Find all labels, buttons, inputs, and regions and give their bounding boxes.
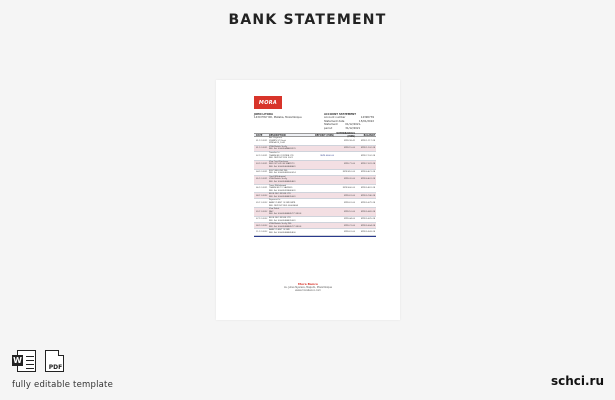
row-date: 01.12.2021: [256, 139, 268, 142]
row-description: [269, 193, 314, 198]
row-date: 02.12.2021: [256, 154, 268, 157]
row-withdrawal: MZN 10.00: [344, 210, 355, 213]
description-line: REF: Ref 00063483000014: [269, 172, 296, 175]
description-line: VISA Mobile Verify: [269, 178, 288, 181]
row-description: [269, 170, 314, 175]
footer-web: www.morabanco.com: [295, 289, 321, 293]
description-line: REF: Ref 00063499840601: [269, 189, 296, 192]
description-line: BANK CLIENT OF PAY: [269, 229, 290, 232]
row-withdrawal: MZN 61.00: [344, 194, 355, 197]
description-line: VISA Mobile Verify DEL: [269, 223, 292, 226]
row-balance: MZN 5,625.28: [360, 218, 375, 221]
pdf-fold: [58, 350, 64, 356]
row-date: 05.12.2021: [256, 178, 268, 181]
statement-document: [216, 80, 400, 320]
description-line: REDOUTS KIOSK MAPUTO: [269, 163, 295, 166]
row-balance: MZN 6,421.28: [360, 170, 375, 173]
row-description: [269, 161, 314, 169]
description-line: REF: Ref 00063484845800: [269, 232, 296, 234]
row-description: [269, 223, 314, 228]
table-row: [254, 152, 376, 161]
row-date: 09.11.2022: [256, 210, 268, 213]
statement-label: Account number: [324, 116, 346, 120]
description-line: BANK CLIENT OF PAY PATR: [269, 202, 296, 205]
row-balance: MZN 5,604.28: [360, 224, 375, 227]
row-withdrawal: MZN 44.00: [344, 218, 355, 221]
description-line: TRANSFER CONTRIB LTD: [269, 154, 294, 157]
row-date: 11.12.2022: [256, 230, 268, 233]
word-line: [26, 360, 34, 361]
description-line: Ref. Payment: [269, 137, 283, 139]
row-withdrawal: MZN 15.00: [344, 147, 355, 150]
row-date: 04.12.2021: [256, 170, 268, 173]
row-balance: MZN 7,102.28: [360, 154, 375, 157]
description-line: Card Withdrawal: [269, 175, 286, 178]
row-description: [269, 185, 314, 193]
holder-name: JOHN LITORA: [254, 113, 274, 116]
site-name: schci.ru: [550, 374, 604, 388]
row-description: [269, 152, 314, 160]
description-line: REF: Ref 00063444483970: [269, 148, 296, 151]
statement-row: [324, 123, 374, 130]
row-withdrawal: MZN 71.00: [344, 163, 355, 166]
description-line: Trans Withdrawal: [269, 184, 287, 187]
description-line: REF: Ref 00063484835061: [269, 195, 296, 198]
pdf-label: PDF: [48, 363, 63, 371]
description-line: ELEC BELLING DEL: [269, 169, 288, 172]
footer-address: Av. Julius Nyerere, Maputo, Mozambique: [283, 286, 333, 290]
row-withdrawal: MZN 600.00: [342, 187, 355, 190]
description-line: REF: DEPOSIT R20 2021: [269, 157, 293, 160]
description-line: Visa Debit: [269, 208, 280, 211]
table-body: [254, 137, 376, 236]
row-description: [269, 208, 314, 216]
statement-value: 01/12/2021-31/12/2021: [345, 123, 362, 130]
table-row: [254, 161, 376, 170]
row-withdrawal: MZN 61.00: [344, 230, 355, 233]
row-date: 03.12.2021: [256, 163, 268, 166]
pdf-page: [45, 350, 64, 372]
row-balance: MZN 5,543.28: [360, 230, 375, 233]
row-balance: MZN 5,679.28: [360, 202, 375, 205]
statement-info: [324, 113, 374, 130]
header-deposit: DEPOSIT (MZN): [314, 133, 334, 137]
table-end-rule: [254, 236, 376, 237]
row-description: [269, 146, 314, 151]
row-withdrawal: MZN 61.00: [344, 202, 355, 205]
row-withdrawal: MZN 21.00: [344, 224, 355, 227]
pdf-icon: [44, 349, 68, 373]
description-line: MPESA KS_1041: [269, 142, 286, 145]
account-holder: [254, 113, 302, 120]
description-line: REF: DEPOSIT REF 00063484: [269, 204, 298, 207]
row-balance: MZN 5,740.28: [360, 194, 375, 197]
description-line: REF: Ref 00063484845861: [269, 180, 296, 183]
tagline: fully editable template: [12, 380, 114, 390]
header-balance: BALANCE: [363, 133, 375, 137]
description-line: TRANSFER TO SAVINGS: [269, 187, 293, 190]
row-date: 06.12.2021: [256, 187, 268, 190]
row-date: 08.11.2022: [256, 194, 268, 197]
description-line: REF: Ref 00063460848461: [269, 165, 296, 168]
table-row: [254, 137, 376, 146]
statement-value: 14390739: [360, 116, 374, 120]
header-withdrawals: WITHDRAWALS (MZN): [336, 132, 355, 138]
row-description: [269, 217, 314, 222]
row-withdrawal: MZN 20.00: [344, 178, 355, 181]
row-balance: MZN 5,669.28: [360, 210, 375, 213]
row-date: 09.11.2022: [256, 202, 268, 205]
table-row: [254, 208, 376, 217]
description-line: REF: Ref 00063484845771 BLUE: [269, 213, 302, 216]
description-line: Payment In: [269, 199, 281, 202]
row-description: [269, 199, 314, 207]
statement-value: 15/01/2022: [359, 119, 374, 123]
footer-bank-name: Mora Banco: [298, 282, 318, 286]
statement-label: Statement date: [324, 119, 345, 123]
row-balance: MZN 6,401.28: [360, 178, 375, 181]
statement-label: Statement period: [324, 123, 338, 130]
word-letter: W: [13, 356, 22, 365]
description-line: PAIC: [269, 210, 274, 213]
row-deposit: MZN 6000.00: [320, 154, 334, 157]
row-description: [269, 229, 314, 234]
row-withdrawal: MZN 98.41: [344, 139, 355, 142]
word-line: [26, 368, 34, 369]
header-date: DATE: [256, 133, 263, 137]
row-date: 08.12.2022: [256, 224, 268, 227]
description-line: BLUE GEO MOZA, LTD: [269, 217, 291, 220]
row-balance: MZN 5,801.28: [360, 187, 375, 190]
transactions-table: [254, 133, 376, 237]
row-balance: MZN 1,102.28: [360, 147, 375, 150]
word-line: [26, 364, 34, 365]
table-row: [254, 176, 376, 185]
bank-logo: MORA: [254, 96, 282, 109]
format-icons: [12, 349, 68, 373]
description-line: REF: Ref 00063484845771 BLUE: [269, 225, 302, 228]
holder-address: 1430 HWY RD, Mataba, Mozambique: [254, 116, 302, 120]
description-line: Visa Card Purchase: [269, 160, 289, 163]
row-description: [269, 137, 314, 145]
row-date: 07.12.2022: [256, 218, 268, 221]
word-line: [26, 356, 34, 357]
statement-title: ACCOUNT STATEMENT: [324, 113, 357, 116]
row-withdrawal: MZN 610.00: [342, 170, 355, 173]
description-line: Transfer In: [269, 151, 280, 154]
row-date: 01.12.2021: [256, 147, 268, 150]
table-row: [254, 185, 376, 194]
description-line: BLUE GEO MOZA, LTD: [269, 193, 291, 196]
row-balance: MZN 1,117.28: [360, 139, 375, 142]
page-title: BANK STATEMENT: [228, 12, 387, 28]
description-line: REF: Ref 00063484835061: [269, 219, 296, 222]
description-line: STAMPS ST Kiosk: [269, 139, 286, 142]
row-balance: MZN 7,031.28: [360, 163, 375, 166]
header-description: DESCRIPTION: [269, 133, 286, 137]
row-description: [269, 176, 314, 184]
description-line: VISA Mobile Verify: [269, 145, 288, 148]
table-row: [254, 199, 376, 208]
statement-footer: [216, 283, 400, 293]
word-icon: [12, 349, 36, 373]
